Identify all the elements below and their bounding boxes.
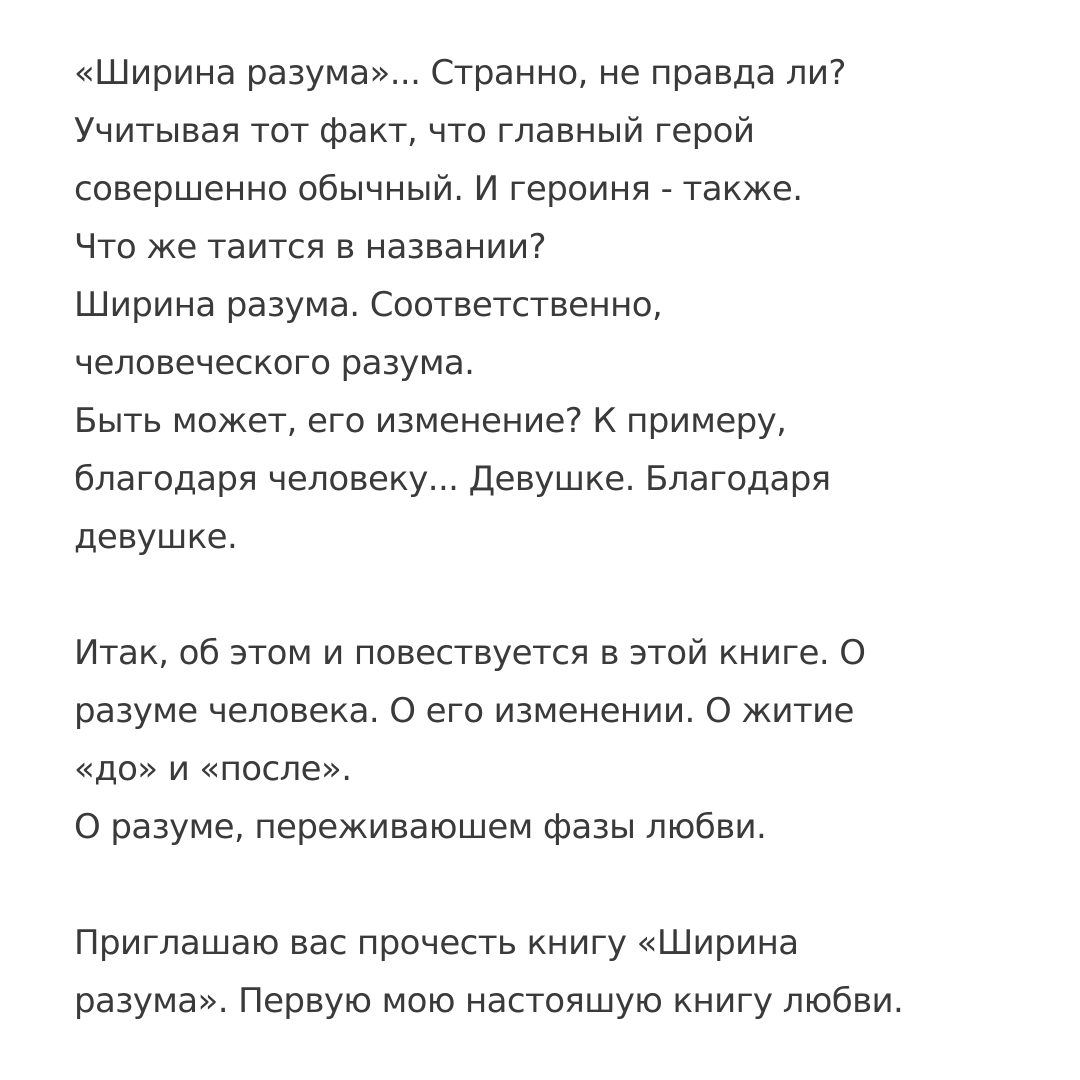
text-line: О разуме, переживаюшем фазы любви. [74,807,767,847]
text-line: человеческого разума. [74,343,475,383]
text-line: совершенно обычный. И героиня - также. [74,169,803,209]
text-line: «до» и «после». [74,749,352,789]
text-line: Ширина разума. Соответственно, [74,285,663,325]
text-line: разума». Первую мою настояшую книгу любви. [74,981,904,1021]
text-line: девушке. [74,517,238,557]
text-line: разуме человека. О его изменении. О житие [74,691,854,731]
paragraph-summary [74,624,1054,856]
paragraph-intro [74,44,1054,566]
text-line: благодаря человеку... Девушке. Благодаря [74,459,831,499]
text-line: Что же таится в названии? [74,227,546,267]
text-line: «Ширина разума»... Странно, не правда ли? [74,53,846,93]
paragraph-invitation [74,914,1054,1030]
text-line: Итак, об этом и повествуется в этой книге. О [74,633,866,673]
text-line: Приглашаю вас прочесть книгу «Ширина [74,923,799,963]
text-document [74,44,1054,1030]
text-line: Быть может, его изменение? К примеру, [74,401,787,441]
text-line: Учитывая тот факт, что главный герой [74,111,755,151]
